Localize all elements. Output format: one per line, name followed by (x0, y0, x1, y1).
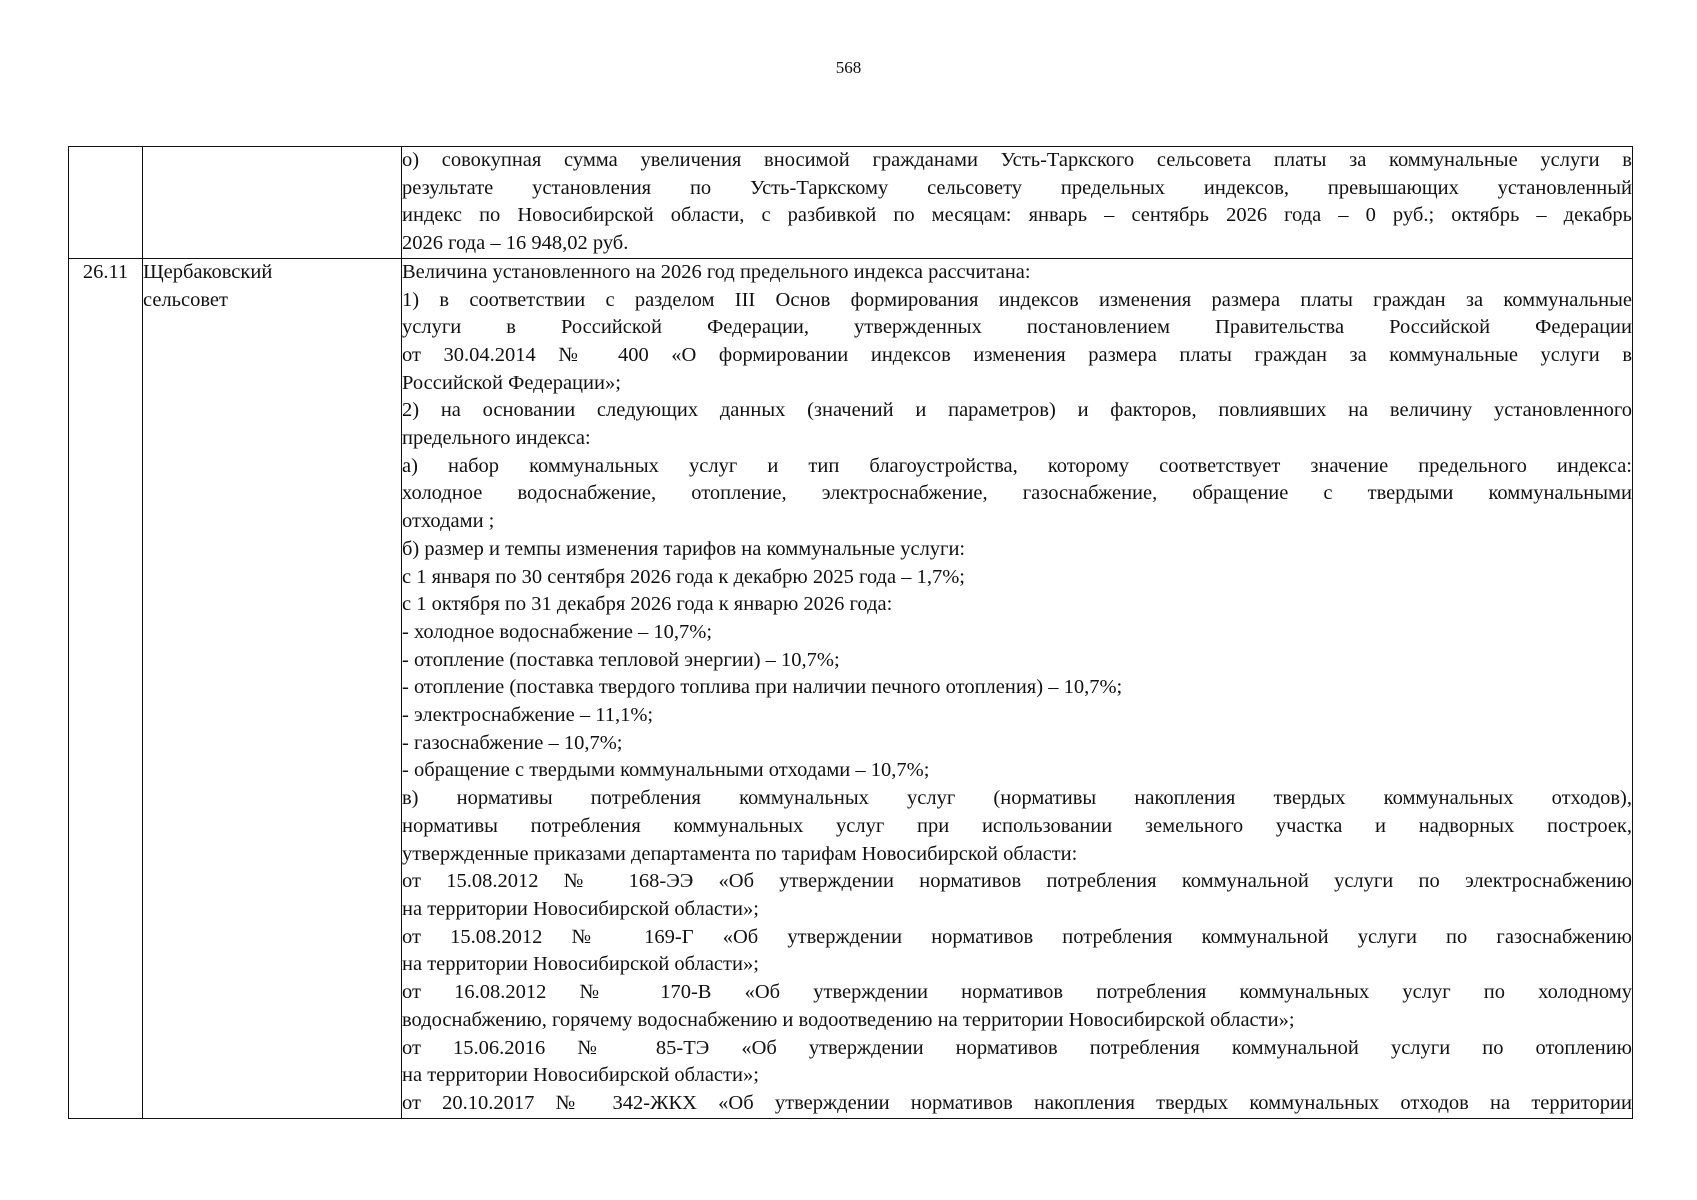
table-row (69, 147, 1633, 259)
description-cell (402, 258, 1633, 1118)
text-line: - электроснабжение – 11,1%; (402, 704, 654, 727)
text-line: от 20.10.2017 № 342-ЖКХ «Об утверждении нормативов накопления твердых коммунальных отходов на территории (402, 1091, 1632, 1114)
text-line: результате установления по Усть-Таркскому сельсовету предельных индексов, превышающих установленный (402, 176, 1632, 199)
text-line: от 15.08.2012 № 169-Г «Об утверждении нормативов потребления коммунальной услуги по газоснабжению (402, 925, 1632, 948)
row-number-cell (69, 147, 143, 259)
municipality-name-cell (143, 258, 402, 1118)
municipality-name-line: сельсовет (143, 288, 228, 311)
row-number: 26.11 (82, 260, 129, 283)
text-line: 1) в соответствии с разделом III Основ формирования индексов изменения размера платы граждан за коммунальные (402, 288, 1632, 311)
text-line: отходами ; (402, 510, 495, 533)
text-line: нормативы потребления коммунальных услуг при использовании земельного участка и надворных построек, (402, 814, 1632, 837)
document-table (68, 146, 1633, 1119)
text-line: Величина установленного на 2026 год предельного индекса рассчитана: (402, 260, 1031, 283)
description-cell (402, 147, 1633, 259)
text-line: о) совокупная сумма увеличения вносимой гражданами Усть-Таркского сельсовета платы за коммунальные услуги в (402, 149, 1632, 171)
text-line: 2) на основании следующих данных (значений и параметров) и факторов, повлиявших на величину установленного (402, 399, 1632, 422)
municipality-name-cell (143, 147, 402, 259)
text-line: от 16.08.2012 № 170-В «Об утверждении нормативов потребления коммунальных услуг по холодному (402, 981, 1632, 1004)
text-line: от 15.08.2012 № 168-ЭЭ «Об утверждении нормативов потребления коммунальной услуги по электроснабжению (402, 870, 1632, 893)
text-line: с 1 января по 30 сентября 2026 года к декабрю 2025 года – 1,7%; (402, 565, 965, 588)
text-line: на территории Новосибирской области»; (402, 953, 759, 976)
table-row (69, 258, 1633, 1118)
text-line: Российской Федерации»; (402, 371, 621, 394)
row-number-cell (69, 258, 143, 1118)
text-line: услуги в Российской Федерации, утвержденных постановлением Правительства Российской Федерации (402, 316, 1632, 339)
text-line: холодное водоснабжение, отопление, электроснабжение, газоснабжение, обращение с твердыми коммунальными (402, 482, 1632, 505)
text-line: 2026 года – 16 948,02 руб. (402, 232, 629, 255)
text-line: а) набор коммунальных услуг и тип благоустройства, которому соответствует значение предельного индекса: (402, 454, 1632, 477)
text-line: утвержденные приказами департамента по тарифам Новосибирской области: (402, 842, 1078, 865)
table-body (69, 147, 1633, 1119)
text-line: от 30.04.2014 № 400 «О формировании индексов изменения размера платы граждан за коммунальные услуги в (402, 343, 1632, 366)
text-line: - газоснабжение – 10,7%; (402, 731, 623, 754)
page-number: 568 (835, 58, 862, 77)
text-line: индекс по Новосибирской области, с разбивкой по месяцам: январь – сентябрь 2026 года – 0 руб.; октябрь – декабрь (402, 204, 1632, 227)
text-line: предельного индекса: (402, 427, 591, 450)
text-line: - обращение с твердыми коммунальными отходами – 10,7%; (402, 759, 930, 782)
text-line: с 1 октября по 31 декабря 2026 года к январю 2026 года: (402, 593, 893, 616)
municipality-name-line: Щербаковский (143, 260, 273, 283)
text-line: б) размер и темпы изменения тарифов на коммунальные услуги: (402, 537, 966, 560)
text-line: - отопление (поставка тепловой энергии) – 10,7%; (402, 648, 840, 671)
text-line: на территории Новосибирской области»; (402, 897, 759, 920)
text-line: - отопление (поставка твердого топлива при наличии печного отопления) – 10,7%; (402, 676, 1123, 699)
text-line: от 15.06.2016 № 85-ТЭ «Об утверждении нормативов потребления коммунальной услуги по отоплению (402, 1036, 1632, 1059)
text-line: на территории Новосибирской области»; (402, 1064, 759, 1087)
text-line: в) нормативы потребления коммунальных услуг (нормативы накопления твердых коммунальных отходов), (402, 787, 1632, 810)
text-line: - холодное водоснабжение – 10,7%; (402, 620, 713, 643)
text-line: водоснабжению, горячему водоснабжению и водоотведению на территории Новосибирской области»; (402, 1008, 1295, 1031)
